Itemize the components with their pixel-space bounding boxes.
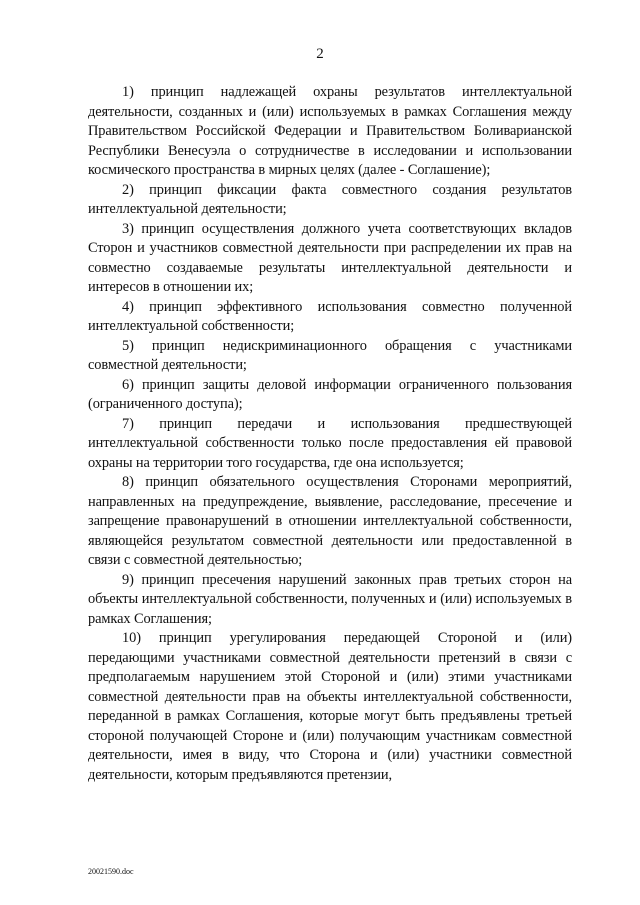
paragraph-3: 3) принцип осуществления должного учета соответствующих вкладов Сторон и участников совместной деятельности при распределении их прав на совместно создаваемые результаты интеллектуальной деятельности и интересов в отношении их; <box>88 220 572 295</box>
footer-file-code: 20021590.doc <box>88 867 134 876</box>
paragraph-8: 8) принцип обязательного осуществления Сторонами мероприятий, направленных на предупреждение, выявление, расследование, пресечение и запрещение правонарушений в отношении интеллектуальной собственности, являющейся результатом совместной деятельности или предоставленной в связи с совместной деятельностью; <box>88 474 572 568</box>
paragraph-7: 7) принцип передачи и использования предшествующей интеллектуальной собственности только после предоставления ей правовой охраны на территории того государства, где она используется; <box>88 415 572 471</box>
paragraph-10: 10) принцип урегулирования передающей Стороной и (или) передающими участниками совместной деятельности претензий в связи с предполагаемым нарушением этой Стороной и (или) этими участниками совместной деятельности прав на объекты интеллектуальной собственности, переданной в рамках Соглашения, которые могут быть предъявлены третьей стороной получающей Стороне и (или) получающим участникам совместной деятельности, имея в виду, что Сторона и (или) участники совместной деятельности, которым предъявляются претензии, <box>88 630 572 783</box>
document-body <box>88 83 572 785</box>
paragraph-5: 5) принцип недискриминационного обращения с участниками совместной деятельности; <box>88 337 572 373</box>
paragraph-9: 9) принцип пресечения нарушений законных прав третьих сторон на объекты интеллектуальной собственности, полученных и (или) используемых в рамках Соглашения; <box>88 571 572 627</box>
paragraph-4: 4) принцип эффективного использования совместно полученной интеллектуальной собственности; <box>88 298 572 334</box>
paragraph-1: 1) принцип надлежащей охраны результатов интеллектуальной деятельности, созданных и (или) используемых в рамках Соглашения между Правительством Российской Федерации и Правительством Боливарианской Республики Венесуэла о сотрудничестве в исследовании и использовании космического пространства в мирных целях (далее - Соглашение); <box>88 84 572 178</box>
page-number: 2 <box>316 46 324 62</box>
paragraph-2: 2) принцип фиксации факта совместного создания результатов интеллектуальной деятельности; <box>88 181 572 217</box>
paragraph-6: 6) принцип защиты деловой информации ограниченного пользования (ограниченного доступа); <box>88 376 572 412</box>
